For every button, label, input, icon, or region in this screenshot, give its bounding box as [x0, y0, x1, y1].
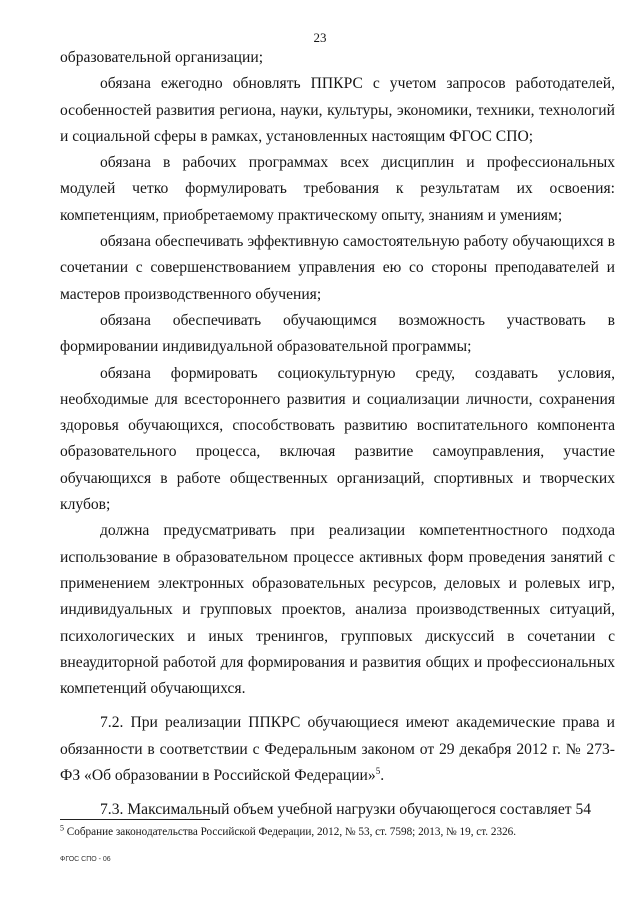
footnote-divider	[60, 819, 210, 820]
footnote	[60, 825, 620, 839]
paragraph-active-forms: должна предусматривать при реализации компетентностного подхода использование в образовательном процессе активных форм проведения занятий с применением электронных образовательных ресурсов, деловых и ролевых игр, индивидуальных и групповых проектов, анализа производственных ситуаций, психологических и иных тренингов, групповых дискуссий в сочетании с внеаудиторной работой для формирования и развития общих и профессиональных компетенций обучающихся.	[60, 522, 615, 698]
footnote-text: Собрание законодательства Российской Федерации, 2012, № 53, ст. 7598; 2013, № 19, ст. 2326.	[64, 826, 517, 838]
page-number: 23	[313, 30, 327, 45]
document-code: ФГОС СПО - 06	[60, 856, 111, 863]
paragraph-obligation-individual-program: обязана обеспечивать обучающимся возможность участвовать в формировании индивидуальной образовательной программы;	[60, 311, 615, 356]
paragraph-continuation: образовательной организации;	[60, 49, 264, 66]
footnote-mark: 5	[60, 823, 64, 833]
paragraph-obligation-independent-work: обязана обеспечивать эффективную самостоятельную работу обучающихся в сочетании с совершенствованием управления ею со стороны преподавателей и мастеров производственного обучения;	[60, 233, 615, 303]
section-7-2-end: .	[380, 767, 385, 785]
section-7-3: 7.3. Максимальный объем учебной нагрузки обучающегося составляет 54	[100, 801, 592, 819]
body-text	[60, 45, 615, 824]
paragraph-obligation-sociocultural: обязана формировать социокультурную среду, создавать условия, необходимые для всестороннего развития и социализации личности, сохранения здоровья обучающихся, способствовать развитию воспитательного компонента образовательного процесса, включая развитие самоуправления, участие обучающихся в работе общественных организаций, спортивных и творческих клубов;	[60, 364, 615, 514]
paragraph-obligation-update: обязана ежегодно обновлять ППКРС с учетом запросов работодателей, особенностей развития региона, науки, культуры, экономики, техники, технологий и социальной сферы в рамках, установленных настоящим ФГОС СПО;	[60, 75, 615, 145]
section-7-2	[60, 710, 615, 789]
footnote-reference: 5	[375, 765, 381, 776]
paragraph-obligation-requirements: обязана в рабочих программах всех дисциплин и профессиональных модулей четко формулировать требования к результатам их освоения: компетенциям, приобретаемому практическому опыту, знаниям и умениям;	[60, 154, 615, 224]
section-7-2-text: 7.2. При реализации ППКРС обучающиеся имеют академические права и обязанности в соответствии с Федеральным законом от 29 декабря 2012 г. № 273-ФЗ «Об образовании в Российской Федерации»	[60, 714, 615, 785]
